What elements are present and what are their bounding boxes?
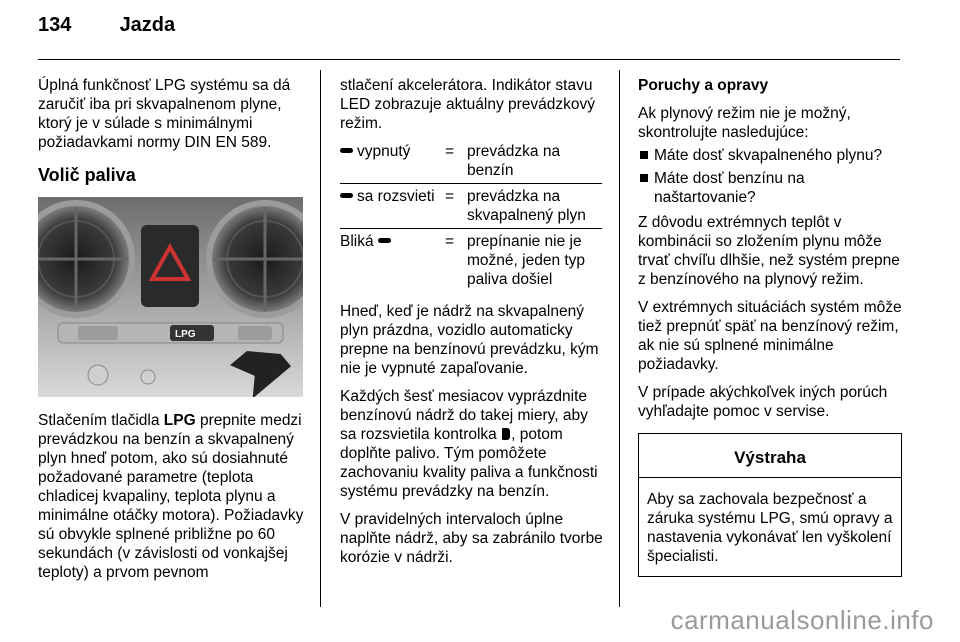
warning-title: Výstraha [639,434,901,478]
column-3 [638,76,902,577]
lpg-button-text: LPG [175,329,196,340]
paragraph: Každých šesť mesiacov vyprázdnite benzínovú nádrž do takej miery, aby sa rozsvietila kontrolka , potom doplňte palivo. Tým pomôžete zachovaniu kvality paliva a funkčnosti systému prevádzky na benzín. [340,388,598,500]
led-status-table [340,142,602,293]
section-title: Jazda [119,14,176,36]
list-item: Máte dosť benzínu na naštartovanie? [638,169,902,207]
subheading: Poruchy a opravy [638,77,769,94]
table-row: vypnutý = prevádzka na benzín [340,142,602,184]
watermark: carmanualsonline.info [670,605,934,635]
paragraph: Ak plynový režim nie je možný, skontrolujte nasledujúce: [638,105,851,141]
paragraph: V extrémnych situáciách systém môže tiež prepnúť späť na benzínový režim, ak nie sú splnené minimálne požiadavky. [638,299,902,373]
paragraph: V pravidelných intervaloch úplne naplňte nádrž, aby sa zabránilo tvorbe korózie v nádrži. [340,511,603,566]
paragraph: Stlačením tlačidla LPG prepnite medzi prevádzkou na benzín a skvapalnený plyn hneď potom, ako sú dosiahnuté požadované parametre (teplota chladicej kvapaliny, teplota plynu a minimálne otáčky motora). Požiadavky sú obvykle splnené približne po 60 sekundách (v závislosti od vonkajšej teploty) a prvom pevnom [38,412,304,581]
column-divider [619,70,620,607]
table-row: sa rozsvieti = prevádzka na skvapalnený plyn [340,184,602,229]
paragraph: stlačení akcelerátora. Indikátor stavu LED zobrazuje aktuálny prevádzkový režim. [340,77,596,132]
paragraph: Z dôvodu extrémnych teplôt v kombinácii so zložením plynu môže trvať chvíľu dlhšie, než systém prepne z benzínového na plynový režim. [638,214,900,288]
section-heading: Volič paliva [38,165,136,185]
lpg-button-label: LPG [163,412,196,429]
led-icon [340,193,353,198]
fuel-warning-lamp-icon [502,428,510,440]
column-divider [320,70,321,607]
led-icon [340,148,353,153]
column-2 [340,76,606,576]
paragraph: Hneď, keď je nádrž na skvapalnený plyn prázdna, vozidlo automaticky prepne na benzínovú prevádzku, kým nie je vypnuté zapaľovanie. [340,303,599,377]
table-row: Bliká = prepínanie nie je možné, jeden typ paliva došiel [340,233,586,288]
dashboard-lpg-button-photo [38,197,303,397]
list-item: Máte dosť skvapalneného plynu? [638,146,902,165]
warning-body: Aby sa zachovala bezpečnosť a záruka systému LPG, smú opravy a nastavenia vykonávať len vyškolení špecialisti. [647,491,893,565]
page-number: 134 [38,14,72,36]
header-rule [38,59,900,60]
paragraph: V prípade akýchkoľvek iných porúch vyhľadajte pomoc v servise. [638,384,888,420]
led-icon [378,238,391,243]
paragraph: Úplná funkčnosť LPG systému sa dá zaručiť iba pri skvapalnenom plyne, ktorý je v súlade s minimálnymi požiadavkami normy DIN EN 589. [38,77,291,151]
column-1 [38,76,306,591]
checklist [638,146,902,207]
page-header [38,14,175,37]
warning-box [638,433,902,577]
